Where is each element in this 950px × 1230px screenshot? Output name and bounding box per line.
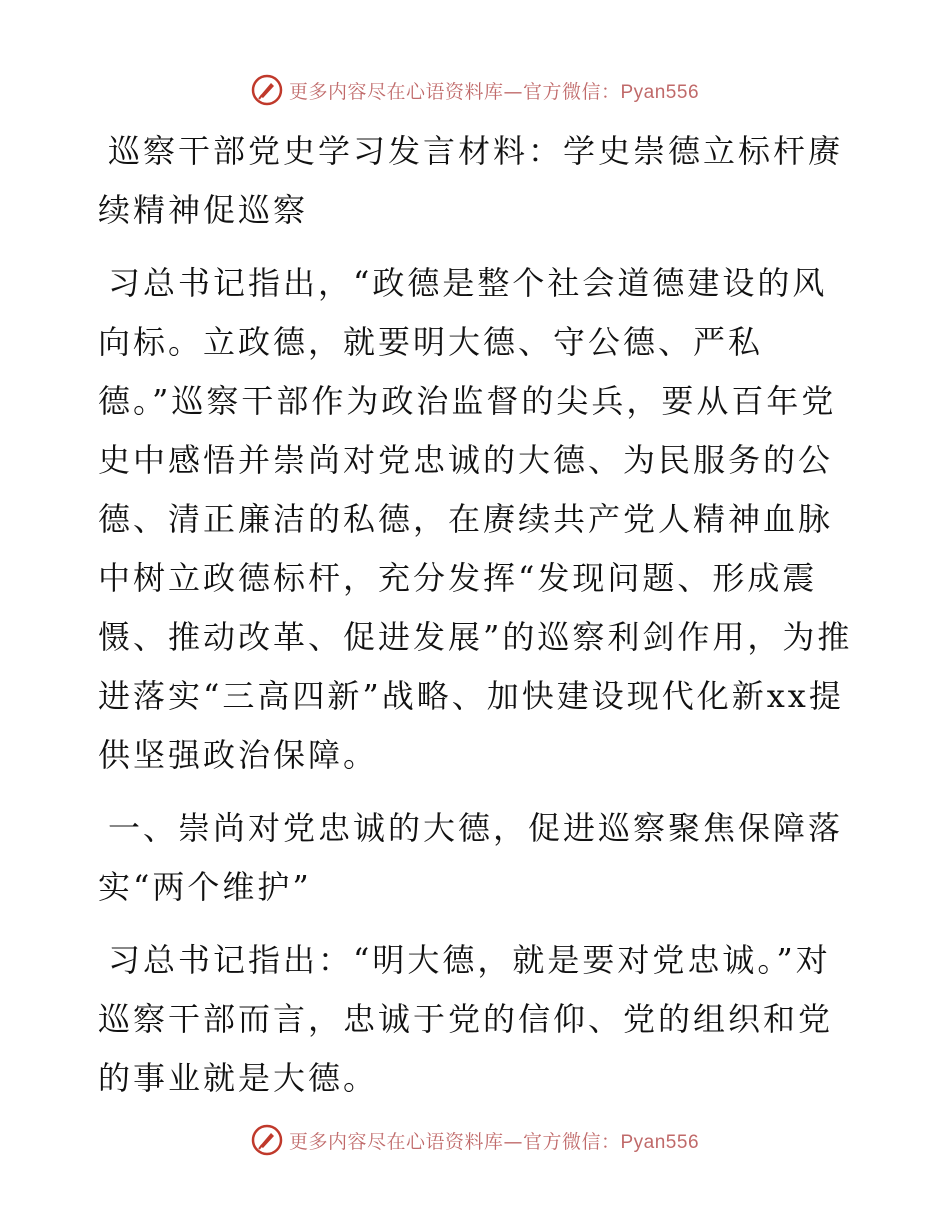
section-heading-1: 一、崇尚对党忠诚的大德，促进巡察聚焦保障落实“两个维护” <box>98 809 844 906</box>
header-watermark <box>0 70 950 110</box>
footer-watermark <box>0 1120 950 1160</box>
feather-pen-logo-icon <box>251 74 283 106</box>
document-body <box>98 122 858 1122</box>
paragraph-intro: 习总书记指出，“政德是整个社会道德建设的风向标。立政德，就要明大德、守公德、严私德。”巡察干部作为政治监督的尖兵，要从百年党史中感悟并崇尚对党忠诚的大德、为民服务的公德、清正廉洁的私德，在赓续共产党人精神血脉中树立政德标杆，充分发挥“发现问题、形成震慑、推动改革、促进发展”的巡察利剑作用，为推进落实“三高四新”战略、加快建设现代化新xx提供坚强政治保障。 <box>98 264 853 774</box>
watermark-text: 更多内容尽在心语资料库—官方微信：Pyan556 <box>288 80 700 103</box>
paragraph-section-1: 习总书记指出：“明大德，就是要对党忠诚。”对巡察干部而言，忠诚于党的信仰、党的组织和党的事业就是大德。 <box>98 941 834 1097</box>
feather-pen-logo-icon <box>251 1124 283 1156</box>
document-title: 巡察干部党史学习发言材料：学史崇德立标杆赓续精神促巡察 <box>98 132 844 229</box>
watermark-text: 更多内容尽在心语资料库—官方微信：Pyan556 <box>288 1130 700 1153</box>
